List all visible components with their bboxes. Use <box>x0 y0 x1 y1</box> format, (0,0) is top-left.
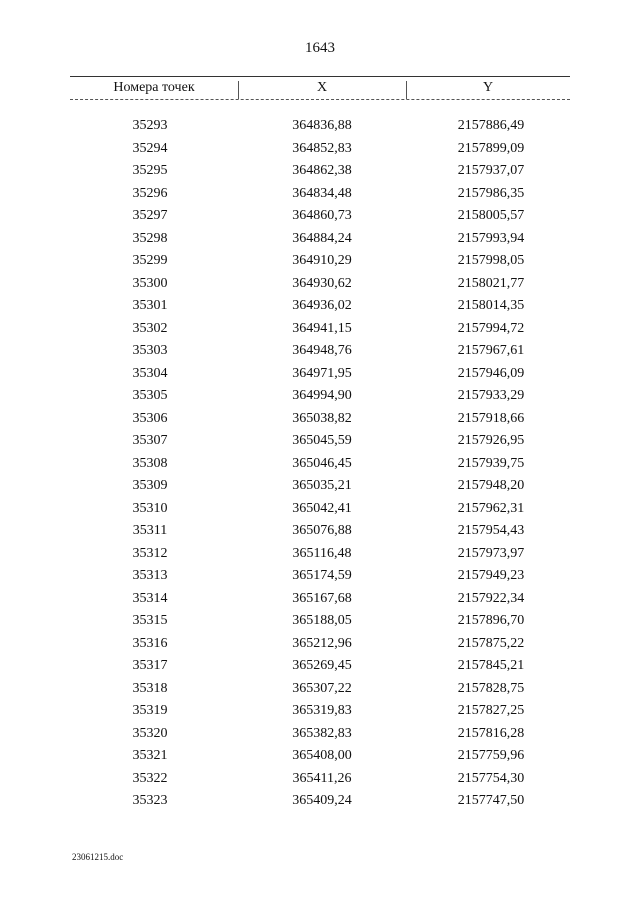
y-coordinate-cell: 2158021,77 <box>457 275 525 291</box>
y-coordinate-cell: 2158005,57 <box>457 208 525 223</box>
y-coordinate-cell: 2157962,31 <box>457 500 525 516</box>
y-coordinate-cell: 2157875,22 <box>457 635 525 651</box>
table-header <box>70 76 570 100</box>
x-coordinate-cell: 364862,38 <box>292 163 352 178</box>
y-coordinate-cell: 2157949,23 <box>457 568 525 583</box>
x-coordinate-cell: 364930,62 <box>292 275 352 291</box>
y-coordinate-cell: 2157933,29 <box>457 388 525 403</box>
y-coordinate-cell: 2157827,25 <box>457 703 525 718</box>
point-number-cell: 35307 <box>132 433 168 448</box>
header-point-numbers: Номера точек <box>113 80 195 95</box>
table-row <box>70 498 570 521</box>
x-coordinate-cell: 365307,22 <box>292 680 352 696</box>
x-coordinate-cell: 365035,21 <box>292 478 352 493</box>
x-coordinate-cell: 364948,76 <box>292 343 352 358</box>
point-number-cell: 35321 <box>132 748 168 763</box>
y-coordinate-cell: 2157993,94 <box>457 230 525 246</box>
table-row <box>70 318 570 341</box>
x-coordinate-cell: 365167,68 <box>292 590 352 606</box>
table-row <box>70 543 570 566</box>
x-coordinate-cell: 365038,82 <box>292 410 352 426</box>
point-number-cell: 35322 <box>132 770 168 786</box>
column-divider <box>238 81 239 99</box>
x-coordinate-cell: 365045,59 <box>292 433 352 448</box>
table-row <box>70 340 570 363</box>
x-coordinate-cell: 365411,26 <box>292 770 352 786</box>
point-number-cell: 35310 <box>132 500 168 516</box>
x-coordinate-cell: 365269,45 <box>292 658 352 673</box>
header-x: X <box>316 80 328 95</box>
y-coordinate-cell: 2157918,66 <box>457 410 525 426</box>
y-coordinate-cell: 2157939,75 <box>457 455 525 471</box>
table-row <box>70 363 570 386</box>
x-coordinate-cell: 365409,24 <box>292 793 352 808</box>
table-row <box>70 408 570 431</box>
point-number-cell: 35306 <box>132 410 168 426</box>
y-coordinate-cell: 2157973,97 <box>457 545 525 561</box>
table-row <box>70 633 570 656</box>
point-number-cell: 35313 <box>132 568 168 583</box>
x-coordinate-cell: 364936,02 <box>292 298 352 313</box>
table-row <box>70 475 570 498</box>
table-row <box>70 565 570 588</box>
x-coordinate-cell: 364852,83 <box>292 140 352 156</box>
point-number-cell: 35299 <box>132 253 168 268</box>
point-number-cell: 35293 <box>132 118 168 133</box>
coordinates-table <box>70 76 570 813</box>
x-coordinate-cell: 364971,95 <box>292 365 352 381</box>
point-number-cell: 35295 <box>132 163 168 178</box>
point-number-cell: 35316 <box>132 635 168 651</box>
y-coordinate-cell: 2157937,07 <box>457 163 525 178</box>
table-row <box>70 610 570 633</box>
point-number-cell: 35308 <box>132 455 168 471</box>
table-row <box>70 745 570 768</box>
x-coordinate-cell: 364860,73 <box>292 208 352 223</box>
x-coordinate-cell: 364836,88 <box>292 118 352 133</box>
table-row <box>70 385 570 408</box>
table-row <box>70 228 570 251</box>
x-coordinate-cell: 365046,45 <box>292 455 352 471</box>
column-divider <box>406 81 407 99</box>
y-coordinate-cell: 2157845,21 <box>457 658 525 673</box>
x-coordinate-cell: 365174,59 <box>292 568 352 583</box>
table-body <box>70 115 570 813</box>
table-row <box>70 678 570 701</box>
page-number: 1643 <box>305 40 335 56</box>
table-row <box>70 768 570 791</box>
table-row <box>70 205 570 228</box>
y-coordinate-cell: 2157926,95 <box>457 433 525 448</box>
point-number-cell: 35297 <box>132 208 168 223</box>
y-coordinate-cell: 2157954,43 <box>457 523 525 538</box>
x-coordinate-cell: 365188,05 <box>292 613 352 628</box>
y-coordinate-cell: 2158014,35 <box>457 298 525 313</box>
x-coordinate-cell: 364884,24 <box>292 230 352 246</box>
x-coordinate-cell: 365382,83 <box>292 725 352 741</box>
point-number-cell: 35315 <box>132 613 168 628</box>
point-number-cell: 35309 <box>132 478 168 493</box>
y-coordinate-cell: 2157899,09 <box>457 140 525 156</box>
table-row <box>70 520 570 543</box>
table-row <box>70 700 570 723</box>
x-coordinate-cell: 365116,48 <box>292 545 352 561</box>
point-number-cell: 35302 <box>132 320 168 336</box>
x-coordinate-cell: 364910,29 <box>292 253 352 268</box>
point-number-cell: 35314 <box>132 590 168 606</box>
table-row <box>70 655 570 678</box>
y-coordinate-cell: 2157998,05 <box>457 253 525 268</box>
table-row <box>70 723 570 746</box>
point-number-cell: 35311 <box>132 523 168 538</box>
y-coordinate-cell: 2157994,72 <box>457 320 525 336</box>
table-row <box>70 588 570 611</box>
point-number-cell: 35320 <box>132 725 168 741</box>
point-number-cell: 35294 <box>132 140 168 156</box>
point-number-cell: 35323 <box>132 793 168 808</box>
y-coordinate-cell: 2157896,70 <box>457 613 525 628</box>
point-number-cell: 35303 <box>132 343 168 358</box>
y-coordinate-cell: 2157759,96 <box>457 748 525 763</box>
point-number-cell: 35305 <box>132 388 168 403</box>
table-row <box>70 160 570 183</box>
table-row <box>70 183 570 206</box>
point-number-cell: 35312 <box>132 545 168 561</box>
table-row <box>70 430 570 453</box>
y-coordinate-cell: 2157922,34 <box>457 590 525 606</box>
point-number-cell: 35319 <box>132 703 168 718</box>
table-row <box>70 790 570 813</box>
table-row <box>70 250 570 273</box>
point-number-cell: 35296 <box>132 185 168 201</box>
table-row <box>70 273 570 296</box>
point-number-cell: 35298 <box>132 230 168 246</box>
x-coordinate-cell: 364834,48 <box>292 185 352 201</box>
header-y: Y <box>482 80 494 95</box>
table-row <box>70 453 570 476</box>
y-coordinate-cell: 2157948,20 <box>457 478 525 493</box>
y-coordinate-cell: 2157754,30 <box>457 770 525 786</box>
table-row <box>70 115 570 138</box>
x-coordinate-cell: 365408,00 <box>292 748 352 763</box>
y-coordinate-cell: 2157986,35 <box>457 185 525 201</box>
y-coordinate-cell: 2157828,75 <box>457 680 525 696</box>
y-coordinate-cell: 2157886,49 <box>457 118 525 133</box>
x-coordinate-cell: 365319,83 <box>292 703 352 718</box>
x-coordinate-cell: 365076,88 <box>292 523 352 538</box>
x-coordinate-cell: 365212,96 <box>292 635 352 651</box>
y-coordinate-cell: 2157747,50 <box>457 793 525 808</box>
point-number-cell: 35317 <box>132 658 168 673</box>
x-coordinate-cell: 365042,41 <box>292 500 352 516</box>
y-coordinate-cell: 2157946,09 <box>457 365 525 381</box>
point-number-cell: 35318 <box>132 680 168 696</box>
point-number-cell: 35301 <box>132 298 168 313</box>
point-number-cell: 35304 <box>132 365 168 381</box>
point-number-cell: 35300 <box>132 275 168 291</box>
table-row <box>70 295 570 318</box>
x-coordinate-cell: 364994,90 <box>292 388 352 403</box>
y-coordinate-cell: 2157967,61 <box>457 343 525 358</box>
y-coordinate-cell: 2157816,28 <box>457 725 525 741</box>
document-filename: 23061215.doc <box>72 852 124 862</box>
table-row <box>70 138 570 161</box>
x-coordinate-cell: 364941,15 <box>292 320 352 336</box>
